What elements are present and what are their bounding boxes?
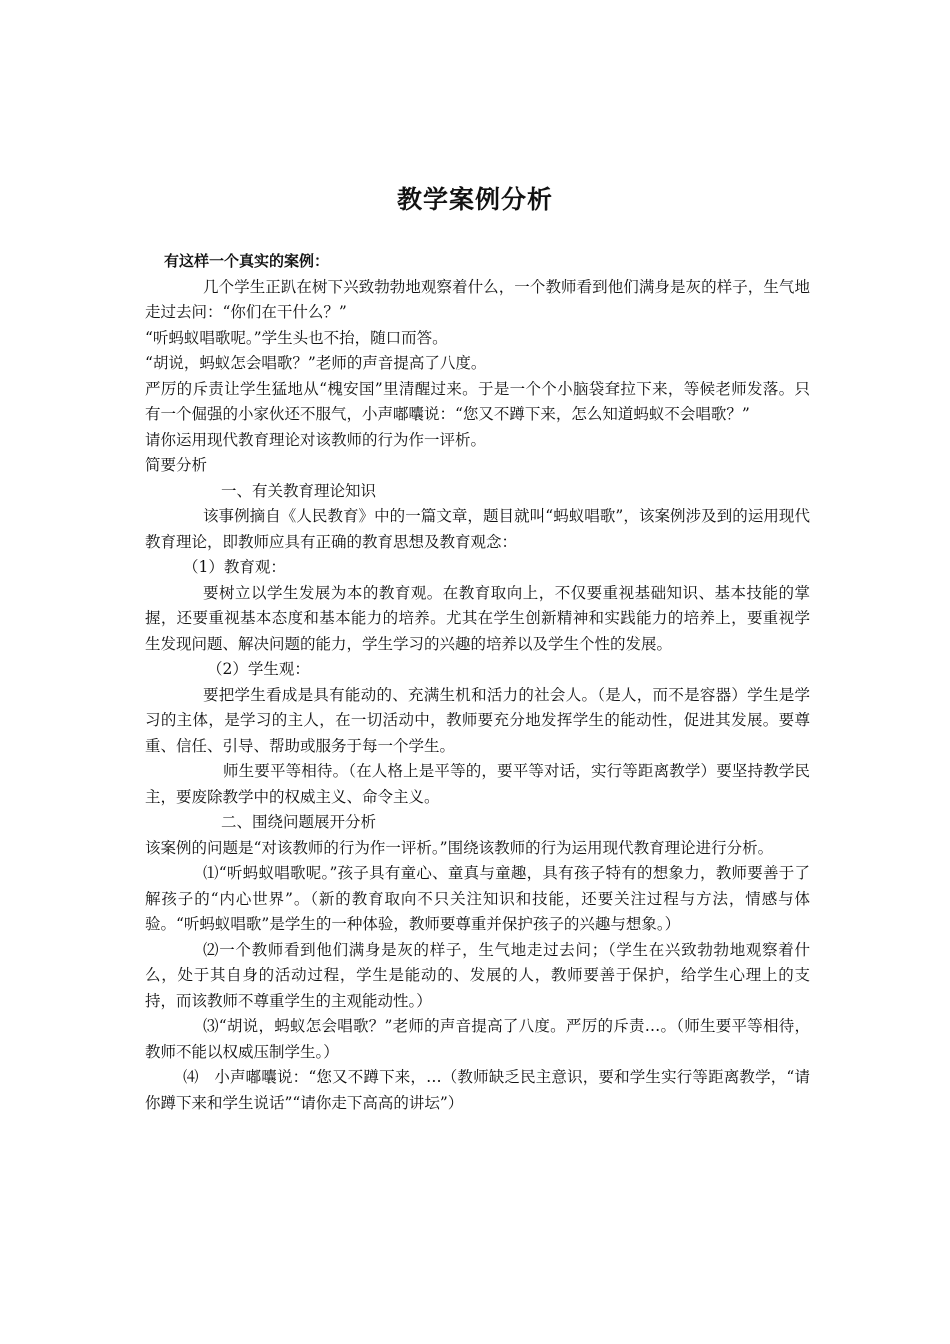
document-body [145,249,810,1116]
body-paragraph: 该事例摘自《人民教育》中的一篇文章，题目就叫“蚂蚁唱歌”，该案例涉及到的运用现代教育理论，即教师应具有正确的教育思想及教育观念： [145,507,810,551]
analysis-item-3: ⑶“胡说，蚂蚁怎会唱歌？”老师的声音提高了八度。严厉的斥责…。（师生要平等相待，教师不能以权威压制学生。） [145,1017,810,1061]
case-intro-heading: 有这样一个真实的案例： [164,252,330,270]
body-paragraph: 要树立以学生发展为本的教育观。在教育取向上，不仅要重视基础知识、基本技能的掌握，还要重视基本态度和基本能力的培养。尤其在学生创新精神和实践能力的培养上，要重视学生发现问题、解决问题的能力，学生学习的兴趣的培养以及学生个性的发展。 [145,583,810,653]
section-heading-1: 一、有关教育理论知识 [221,481,377,500]
item-heading-student-view: （2）学生观： [207,660,310,678]
analysis-item-1: ⑴“听蚂蚁唱歌呢。”孩子具有童心、童真与童趣，具有孩子特有的想象力，教师要善于了解孩子的“内心世界”。（新的教育取向不只关注知识和技能，还要关注过程与方法，情感与体验。“听蚂蚁唱歌”是学生的一种体验，教师要尊重并保护孩子的兴趣与想象。） [145,864,810,933]
item-heading-education-view: （1）教育观： [183,558,286,576]
case-paragraph: 几个学生正趴在树下兴致勃勃地观察着什么，一个教师看到他们满身是灰的样子，生气地走过去问：“你们在干什么？” [145,277,810,321]
analysis-item-4: ⑷ 小声嘟囔说：“您又不蹲下来，…（教师缺乏民主意识，要和学生实行等距离教学，“请你蹲下来和学生说话”“请你走下高高的讲坛”） [145,1068,810,1112]
analysis-heading: 简要分析 [145,456,208,474]
body-paragraph: 要把学生看成是具有能动的、充满生机和活力的社会人。（是人，而不是容器）学生是学习的主体，是学习的主人，在一切活动中，教师要充分地发挥学生的能动性，促进其发展。要尊重、信任、引导、帮助或服务于每一个学生。 [145,685,810,755]
section-heading-2: 二、围绕问题展开分析 [221,813,377,831]
body-paragraph: 该案例的问题是“对该教师的行为作一评析。”围绕该教师的行为运用现代教育理论进行分析。 [145,838,774,857]
question-paragraph: 请你运用现代教育理论对该教师的行为作一评析。 [145,430,487,449]
case-paragraph: 严厉的斥责让学生猛地从“槐安国”里清醒过来。于是一个个小脑袋耷拉下来，等候老师发落。只有一个倔强的小家伙还不服气，小声嘟囔说：“您又不蹲下来，怎么知道蚂蚁不会唱歌？” [145,379,810,423]
analysis-item-2: ⑵一个教师看到他们满身是灰的样子，生气地走过去问；（学生在兴致勃勃地观察着什么，处于其自身的活动过程，学生是能动的、发展的人，教师要善于保护，给学生心理上的支持，而该教师不尊重学生的主观能动性。） [145,940,810,1010]
case-paragraph: “听蚂蚁唱歌呢。”学生头也不抬，随口而答。 [145,328,448,347]
document-title: 教学案例分析 [396,185,553,214]
case-paragraph: “胡说，蚂蚁怎会唱歌？”老师的声音提高了八度。 [145,354,487,372]
body-paragraph: 师生要平等相待。（在人格上是平等的，要平等对话，实行等距离教学）要坚持教学民主，要废除教学中的权威主义、命令主义。 [145,762,810,806]
